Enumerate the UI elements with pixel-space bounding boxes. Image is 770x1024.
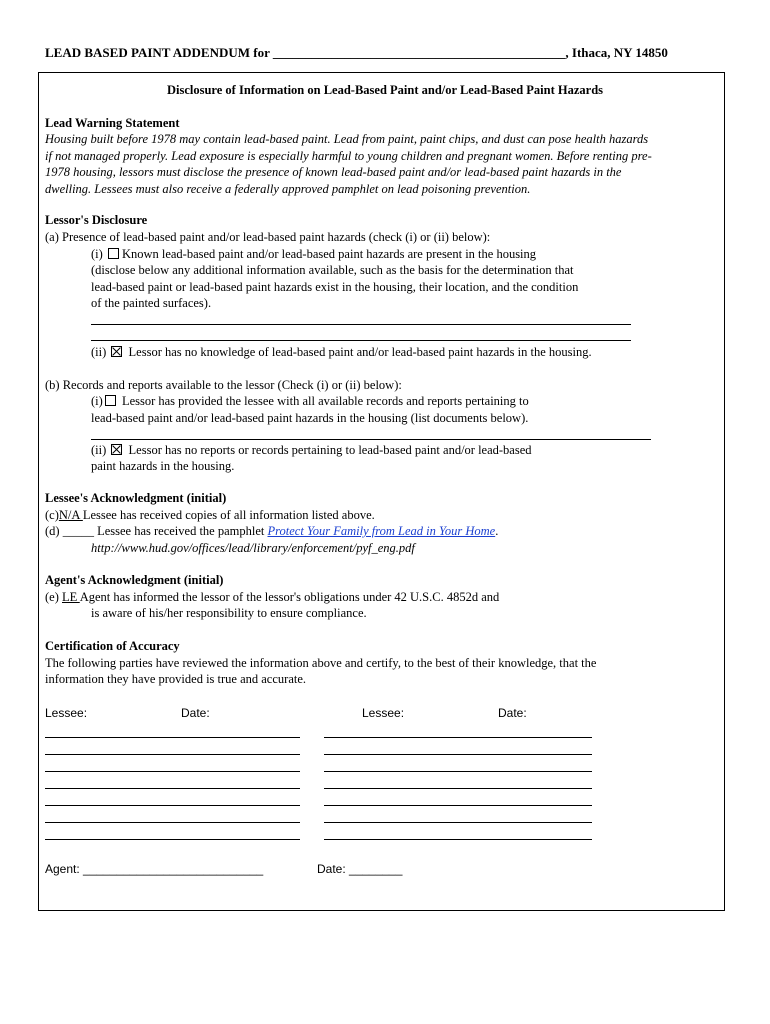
b-ii-checkbox-checked[interactable] <box>111 444 122 455</box>
signature-line[interactable] <box>324 839 592 840</box>
lessor-b-ii <box>91 442 532 458</box>
pamphlet-link[interactable]: Protect Your Family from Lead in Your Home <box>267 524 496 538</box>
pamphlet-url: http://www.hud.gov/offices/lead/library/enforcement/pyf_eng.pdf <box>91 541 415 555</box>
signature-line[interactable] <box>45 805 300 806</box>
lessee-heading: Lessee's Acknowledgment (initial) <box>45 491 227 505</box>
d-suffix: . <box>495 524 499 538</box>
signature-line[interactable] <box>324 771 592 772</box>
signature-line[interactable] <box>45 788 300 789</box>
agent-date <box>317 861 402 877</box>
address-blank[interactable]: _____________________________________________ <box>272 45 566 60</box>
agent-signature <box>45 861 263 877</box>
b-i-checkbox[interactable] <box>105 395 116 406</box>
e-initial-field[interactable]: LE <box>62 590 80 604</box>
c-prefix: (c) <box>45 508 59 522</box>
lessee-d <box>45 523 498 539</box>
lessee-label: Lessee: <box>45 706 88 720</box>
a-i-detail-line: lead-based paint or lead-based paint hazards exist in the housing, their location, and the condition <box>91 280 579 294</box>
e-text: Agent has informed the lessor of the lessor's obligations under 42 U.S.C. 4852d and <box>79 590 500 604</box>
warning-line: dwelling. Lessees must also receive a federally approved pamphlet on lead poisoning prevention. <box>45 182 531 196</box>
certification-heading: Certification of Accuracy <box>45 639 180 653</box>
lessor-b-i <box>91 393 529 409</box>
a-i-blank-line[interactable] <box>91 340 631 341</box>
lessee-label: Lessee: <box>362 706 405 720</box>
agent-e <box>45 589 499 605</box>
b-i-prefix: (i) <box>91 394 103 408</box>
signature-line[interactable] <box>45 822 300 823</box>
document-header <box>45 45 725 61</box>
c-initial-field[interactable]: N/A <box>58 508 83 522</box>
header-title: LEAD BASED PAINT ADDENDUM for <box>45 45 273 60</box>
c-text: Lessee has received copies of all information listed above. <box>82 508 375 522</box>
lessor-heading: Lessor's Disclosure <box>45 213 148 227</box>
b-i-line2: lead-based paint and/or lead-based paint hazards in the housing (list documents below). <box>91 411 529 425</box>
a-i-detail-line: of the painted surfaces). <box>91 296 212 310</box>
warning-line: if not managed properly. Lead exposure is especially harmful to young children and pregnant women. Before renting pre- <box>45 149 652 163</box>
a-ii-prefix: (ii) <box>91 345 110 359</box>
date-label: Date: <box>498 706 527 720</box>
lessee-c <box>45 507 375 523</box>
lessor-a-intro: (a) Presence of lead-based paint and/or lead-based paint hazards (check (i) or (ii) below): <box>45 230 491 244</box>
b-ii-text: Lessor has no reports or records pertaining to lead-based paint and/or lead-based <box>125 443 532 457</box>
certification-line: The following parties have reviewed the information above and certify, to the best of their knowledge, that the <box>45 656 597 670</box>
signature-line[interactable] <box>45 737 300 738</box>
lessor-a-ii <box>91 344 592 360</box>
signature-line[interactable] <box>324 754 592 755</box>
a-i-detail-line: (disclose below any additional information available, such as the basis for the determination that <box>91 263 574 277</box>
agent-heading: Agent's Acknowledgment (initial) <box>45 573 224 587</box>
d-prefix: (d) _____ Lessee has received the pamphlet <box>45 524 268 538</box>
b-i-blank-line[interactable] <box>91 439 651 440</box>
signature-line[interactable] <box>45 754 300 755</box>
warning-line: 1978 housing, lessors must disclose the presence of known lead-based paint and/or lead-based paint hazards in the <box>45 165 622 179</box>
certification-line: information they have provided is true and accurate. <box>45 672 307 686</box>
b-ii-prefix: (ii) <box>91 443 110 457</box>
signature-line[interactable] <box>324 822 592 823</box>
a-i-checkbox[interactable] <box>108 248 119 259</box>
e-line2: is aware of his/her responsibility to ensure compliance. <box>91 606 367 620</box>
lessor-b-intro: (b) Records and reports available to the lessor (Check (i) or (ii) below): <box>45 378 402 392</box>
agent-signature-blank[interactable]: ___________________________ <box>83 862 264 876</box>
signature-line[interactable] <box>45 839 300 840</box>
a-ii-checkbox-checked[interactable] <box>111 346 122 357</box>
signature-line[interactable] <box>324 788 592 789</box>
header-location: , Ithaca, NY 14850 <box>565 45 668 60</box>
e-prefix: (e) <box>45 590 62 604</box>
a-ii-text: Lessor has no knowledge of lead-based paint and/or lead-based paint hazards in the housing. <box>125 345 592 359</box>
b-ii-line2: paint hazards in the housing. <box>91 459 235 473</box>
signature-line[interactable] <box>324 805 592 806</box>
lessor-a-i <box>91 246 536 262</box>
signature-line[interactable] <box>45 771 300 772</box>
agent-date-blank[interactable]: ________ <box>349 862 403 876</box>
a-i-prefix: (i) <box>91 247 106 261</box>
warning-line: Housing built before 1978 may contain lead-based paint. Lead from paint, paint chips, and dust can pose health hazards <box>45 132 649 146</box>
b-i-text: Lessor has provided the lessee with all available records and reports pertaining to <box>118 394 529 408</box>
a-i-text: Known lead-based paint and/or lead-based paint hazards are present in the housing <box>121 247 537 261</box>
agent-date-label: Date: <box>317 862 350 876</box>
disclosure-title: Disclosure of Information on Lead-Based Paint and/or Lead-Based Paint Hazards <box>166 83 604 97</box>
signature-line[interactable] <box>324 737 592 738</box>
warning-heading: Lead Warning Statement <box>45 116 180 130</box>
date-label: Date: <box>181 706 210 720</box>
a-i-blank-line[interactable] <box>91 324 631 325</box>
agent-label: Agent: <box>45 862 84 876</box>
